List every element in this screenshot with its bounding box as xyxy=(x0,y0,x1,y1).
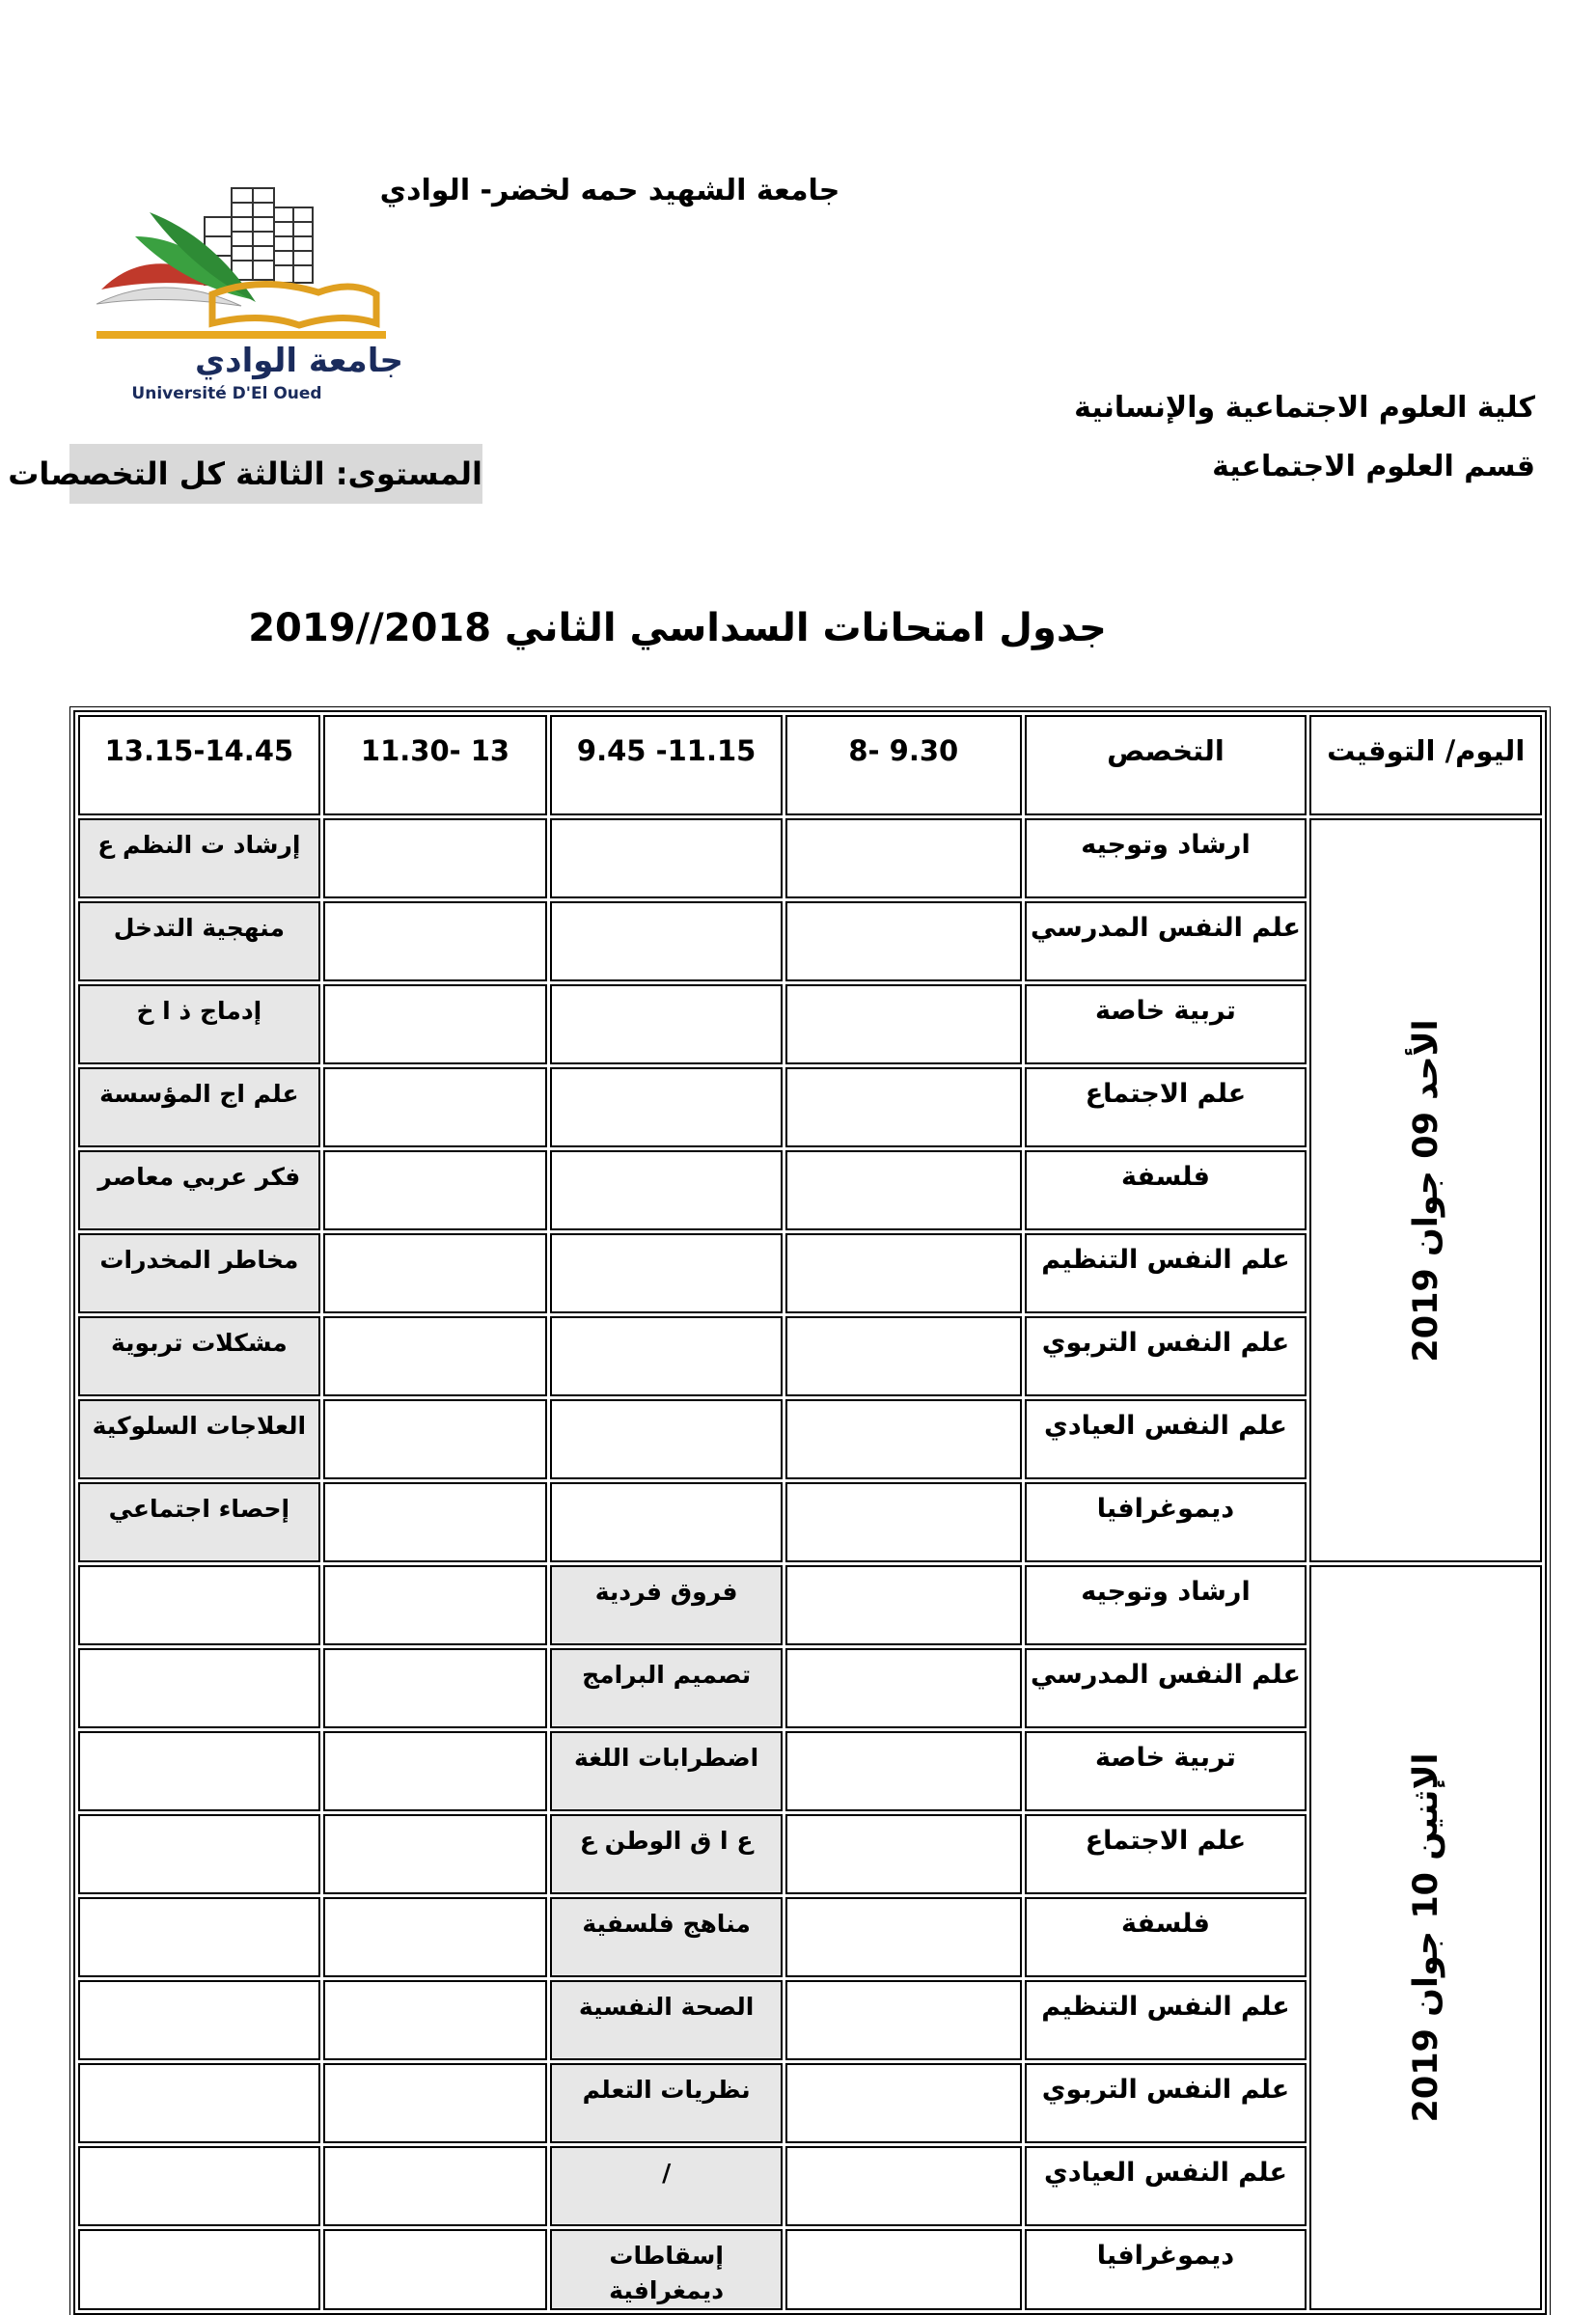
exam-cell-slot2 xyxy=(550,1316,783,1396)
svg-text:جامعة الوادي: جامعة الوادي xyxy=(195,342,403,380)
exam-cell-slot2 xyxy=(550,1233,783,1313)
exam-cell-slot4 xyxy=(78,2146,320,2226)
major-cell: علم النفس العيادي xyxy=(1025,1399,1307,1479)
exam-cell-slot2 xyxy=(550,1482,783,1562)
major-cell: علم الاجتماع xyxy=(1025,1814,1307,1894)
exam-cell-slot3 xyxy=(323,901,548,981)
exam-cell-slot1 xyxy=(785,1233,1022,1313)
exam-cell-slot4: إرشاد ت النظم ع xyxy=(78,818,320,898)
exam-cell-slot4 xyxy=(78,1731,320,1811)
header-slot1: 8- 9.30 xyxy=(785,715,1022,815)
exam-cell-slot4: العلاجات السلوكية xyxy=(78,1399,320,1479)
major-cell: علم الاجتماع xyxy=(1025,1067,1307,1147)
exam-cell-slot4: فكر عربي معاصر xyxy=(78,1150,320,1230)
major-cell: ارشاد وتوجيه xyxy=(1025,1565,1307,1645)
exam-cell-slot2 xyxy=(550,818,783,898)
exam-cell-slot3 xyxy=(323,2229,548,2310)
exam-cell-slot1 xyxy=(785,1399,1022,1479)
university-name: جامعة الشهيد حمه لخضر- الوادي xyxy=(379,174,840,207)
exam-cell-slot2: إسقاطات ديمغرافية xyxy=(550,2229,783,2310)
exam-cell-slot2: ع ا ق الوطن ع xyxy=(550,1814,783,1894)
major-cell: ارشاد وتوجيه xyxy=(1025,818,1307,898)
exam-cell-slot2: تصميم البرامج xyxy=(550,1648,783,1728)
exam-cell-slot1 xyxy=(785,1980,1022,2060)
header-day: اليوم/ التوقيت xyxy=(1309,715,1542,815)
exam-cell-slot3 xyxy=(323,2146,548,2226)
major-cell: فلسفة xyxy=(1025,1150,1307,1230)
major-cell: ديموغرافيا xyxy=(1025,1482,1307,1562)
header-slot4: 13.15-14.45 xyxy=(78,715,320,815)
exam-cell-slot1 xyxy=(785,1565,1022,1645)
exam-cell-slot4: مشكلات تربوية xyxy=(78,1316,320,1396)
exam-cell-slot2: / xyxy=(550,2146,783,2226)
major-cell: علم النفس التربوي xyxy=(1025,2063,1307,2143)
exam-cell-slot1 xyxy=(785,2146,1022,2226)
header-slot3: 11.30- 13 xyxy=(323,715,548,815)
day-label: الإثنين 10 جوان 2019 xyxy=(1406,1752,1445,2123)
exam-cell-slot3 xyxy=(323,1233,548,1313)
exam-cell-slot1 xyxy=(785,901,1022,981)
exam-cell-slot2 xyxy=(550,984,783,1064)
day-cell xyxy=(1309,818,1542,1562)
major-cell: علم النفس التنظيم xyxy=(1025,1233,1307,1313)
exam-schedule-table xyxy=(73,710,1547,2315)
major-cell: ديموغرافيا xyxy=(1025,2229,1307,2310)
header-slot2: 9.45 -11.15 xyxy=(550,715,783,815)
table-row xyxy=(78,1565,1542,1645)
major-cell: علم النفس المدرسي xyxy=(1025,901,1307,981)
table-row xyxy=(78,818,1542,898)
exam-cell-slot3 xyxy=(323,1150,548,1230)
exam-cell-slot4 xyxy=(78,1814,320,1894)
exam-cell-slot4: مخاطر المخدرات xyxy=(78,1233,320,1313)
university-logo xyxy=(96,179,415,405)
exam-cell-slot3 xyxy=(323,1814,548,1894)
exam-cell-slot2 xyxy=(550,1150,783,1230)
major-cell: تربية خاصة xyxy=(1025,984,1307,1064)
major-cell: علم النفس التنظيم xyxy=(1025,1980,1307,2060)
exam-cell-slot1 xyxy=(785,1316,1022,1396)
exam-cell-slot2: فروق فردية xyxy=(550,1565,783,1645)
exam-cell-slot4 xyxy=(78,2229,320,2310)
exam-cell-slot1 xyxy=(785,818,1022,898)
exam-cell-slot2: اضطرابات اللغة xyxy=(550,1731,783,1811)
day-label: الأحد 09 جوان 2019 xyxy=(1406,1018,1445,1363)
exam-cell-slot4: إحصاء اجتماعي xyxy=(78,1482,320,1562)
exam-cell-slot1 xyxy=(785,1150,1022,1230)
exam-cell-slot1 xyxy=(785,1482,1022,1562)
exam-cell-slot4: علم اج المؤسسة xyxy=(78,1067,320,1147)
exam-cell-slot4 xyxy=(78,1980,320,2060)
exam-cell-slot1 xyxy=(785,984,1022,1064)
exam-cell-slot3 xyxy=(323,1067,548,1147)
exam-cell-slot4 xyxy=(78,1648,320,1728)
level-label: المستوى: الثالثة كل التخصصات xyxy=(69,444,482,504)
exam-cell-slot3 xyxy=(323,1565,548,1645)
exam-cell-slot4 xyxy=(78,1565,320,1645)
exam-cell-slot3 xyxy=(323,1399,548,1479)
day-cell xyxy=(1309,1565,1542,2310)
exam-cell-slot3 xyxy=(323,1731,548,1811)
exam-cell-slot2: نظريات التعلم xyxy=(550,2063,783,2143)
exam-cell-slot3 xyxy=(323,2063,548,2143)
header-major: التخصص xyxy=(1025,715,1307,815)
exam-cell-slot2 xyxy=(550,901,783,981)
exam-cell-slot3 xyxy=(323,984,548,1064)
exam-cell-slot2: مناهج فلسفية xyxy=(550,1897,783,1977)
major-cell: فلسفة xyxy=(1025,1897,1307,1977)
exam-cell-slot3 xyxy=(323,1316,548,1396)
exam-cell-slot2: الصحة النفسية xyxy=(550,1980,783,2060)
exam-cell-slot3 xyxy=(323,1648,548,1728)
svg-text:Université D'El Oued: Université D'El Oued xyxy=(131,384,322,403)
exam-cell-slot3 xyxy=(323,1897,548,1977)
major-cell: علم النفس العيادي xyxy=(1025,2146,1307,2226)
major-cell: علم النفس المدرسي xyxy=(1025,1648,1307,1728)
exam-cell-slot1 xyxy=(785,1648,1022,1728)
exam-cell-slot4: إدماج ذ ا خ xyxy=(78,984,320,1064)
exam-cell-slot3 xyxy=(323,1980,548,2060)
exam-cell-slot3 xyxy=(323,1482,548,1562)
faculty-name: كلية العلوم الاجتماعية والإنسانية xyxy=(1074,391,1535,425)
exam-cell-slot4: منهجية التدخل xyxy=(78,901,320,981)
exam-cell-slot2 xyxy=(550,1067,783,1147)
major-cell: تربية خاصة xyxy=(1025,1731,1307,1811)
exam-cell-slot4 xyxy=(78,2063,320,2143)
exam-cell-slot1 xyxy=(785,1897,1022,1977)
header-row xyxy=(78,715,1542,815)
exam-cell-slot2 xyxy=(550,1399,783,1479)
exam-cell-slot1 xyxy=(785,2063,1022,2143)
schedule-title: جدول امتحانات السداسي الثاني 2018//2019 xyxy=(248,606,1107,650)
department-name: قسم العلوم الاجتماعية xyxy=(1212,450,1535,483)
exam-cell-slot1 xyxy=(785,1067,1022,1147)
exam-cell-slot4 xyxy=(78,1897,320,1977)
exam-cell-slot3 xyxy=(323,818,548,898)
exam-cell-slot1 xyxy=(785,2229,1022,2310)
exam-cell-slot1 xyxy=(785,1814,1022,1894)
exam-cell-slot1 xyxy=(785,1731,1022,1811)
major-cell: علم النفس التربوي xyxy=(1025,1316,1307,1396)
